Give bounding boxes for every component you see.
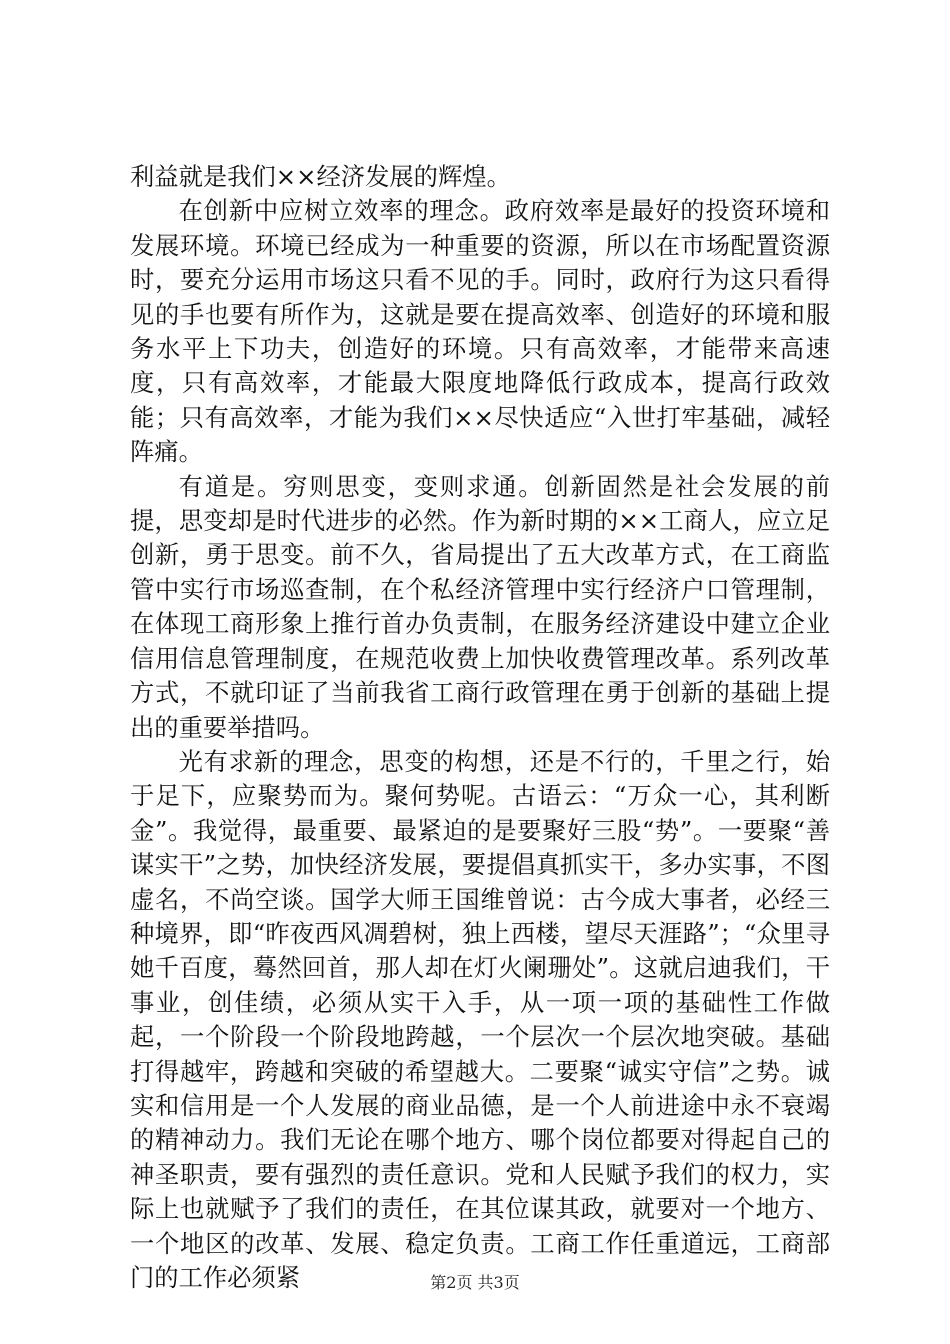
page-number-footer: 第2页 共3页 [430, 1273, 520, 1292]
paragraph-3: 有道是。穷则思变，变则求通。创新固然是社会发展的前提，思变却是时代进步的必然。作为新时期的××工商人，应立足创新，勇于思变。前不久，省局提出了五大改革方式，在工商监管中实行市场巡查制，在个私经济管理中实行经济户口管理制，在体现工商形象上推行首办负责制，在服务经济建设中建立企业信用信息管理制度，在规范收费上加快收费管理改革。系列改革方式，不就印证了当前我省工商行政管理在勇于创新的基础上提出的重要举措吗。 [130, 471, 830, 742]
paragraph-4: 光有求新的理念，思变的构想，还是不行的，千里之行，始于足下，应聚势而为。聚何势呢。古语云：“万众一心，其利断金”。我觉得，最重要、最紧迫的是要聚好三股“势”。一要聚“善谋实干”之势，加快经济发展，要提倡真抓实干，多办实事，不图虚名，不尚空谈。国学大师王国维曾说：古今成大事者，必经三种境界，即“昨夜西风凋碧树，独上西楼，望尽天涯路”；“众里寻她千百度，蓦然回首，那人却在灯火阑珊处”。这就启迪我们，干事业，创佳绩，必须从实干入手，从一项一项的基础性工作做起，一个阶段一个阶段地跨越，一个层次一个层次地突破。基础打得越牢，跨越和突破的希望越大。二要聚“诚实守信”之势。诚实和信用是一个人发展的商业品德，是一个人前进途中永不衰竭的精神动力。我们无论在哪个地方、哪个岗位都要对得起自己的神圣职责，要有强烈的责任意识。党和人民赋予我们的权力，实际上也就赋予了我们的责任，在其位谋其政，就要对一个地方、一个地区的改革、发展、稳定负责。工商工作任重道远，工商部门的工作必须紧 [130, 746, 830, 1292]
paragraph-1: 利益就是我们××经济发展的辉煌。 [130, 162, 511, 191]
paragraph-2: 在创新中应树立效率的理念。政府效率是最好的投资环境和发展环境。环境已经成为一种重要的资源，所以在市场配置资源时，要充分运用市场这只看不见的手。同时，政府行为这只看得见的手也要有所作为，这就是要在提高效率、创造好的环境和服务水平上下功夫，创造好的环境。只有高效率，才能带来高速度，只有高效率，才能最大限度地降低行政成本，提高行政效能；只有高效率，才能为我们××尽快适应“入世打牢基础，减轻阵痛。 [130, 196, 830, 467]
document-body [130, 160, 830, 1295]
